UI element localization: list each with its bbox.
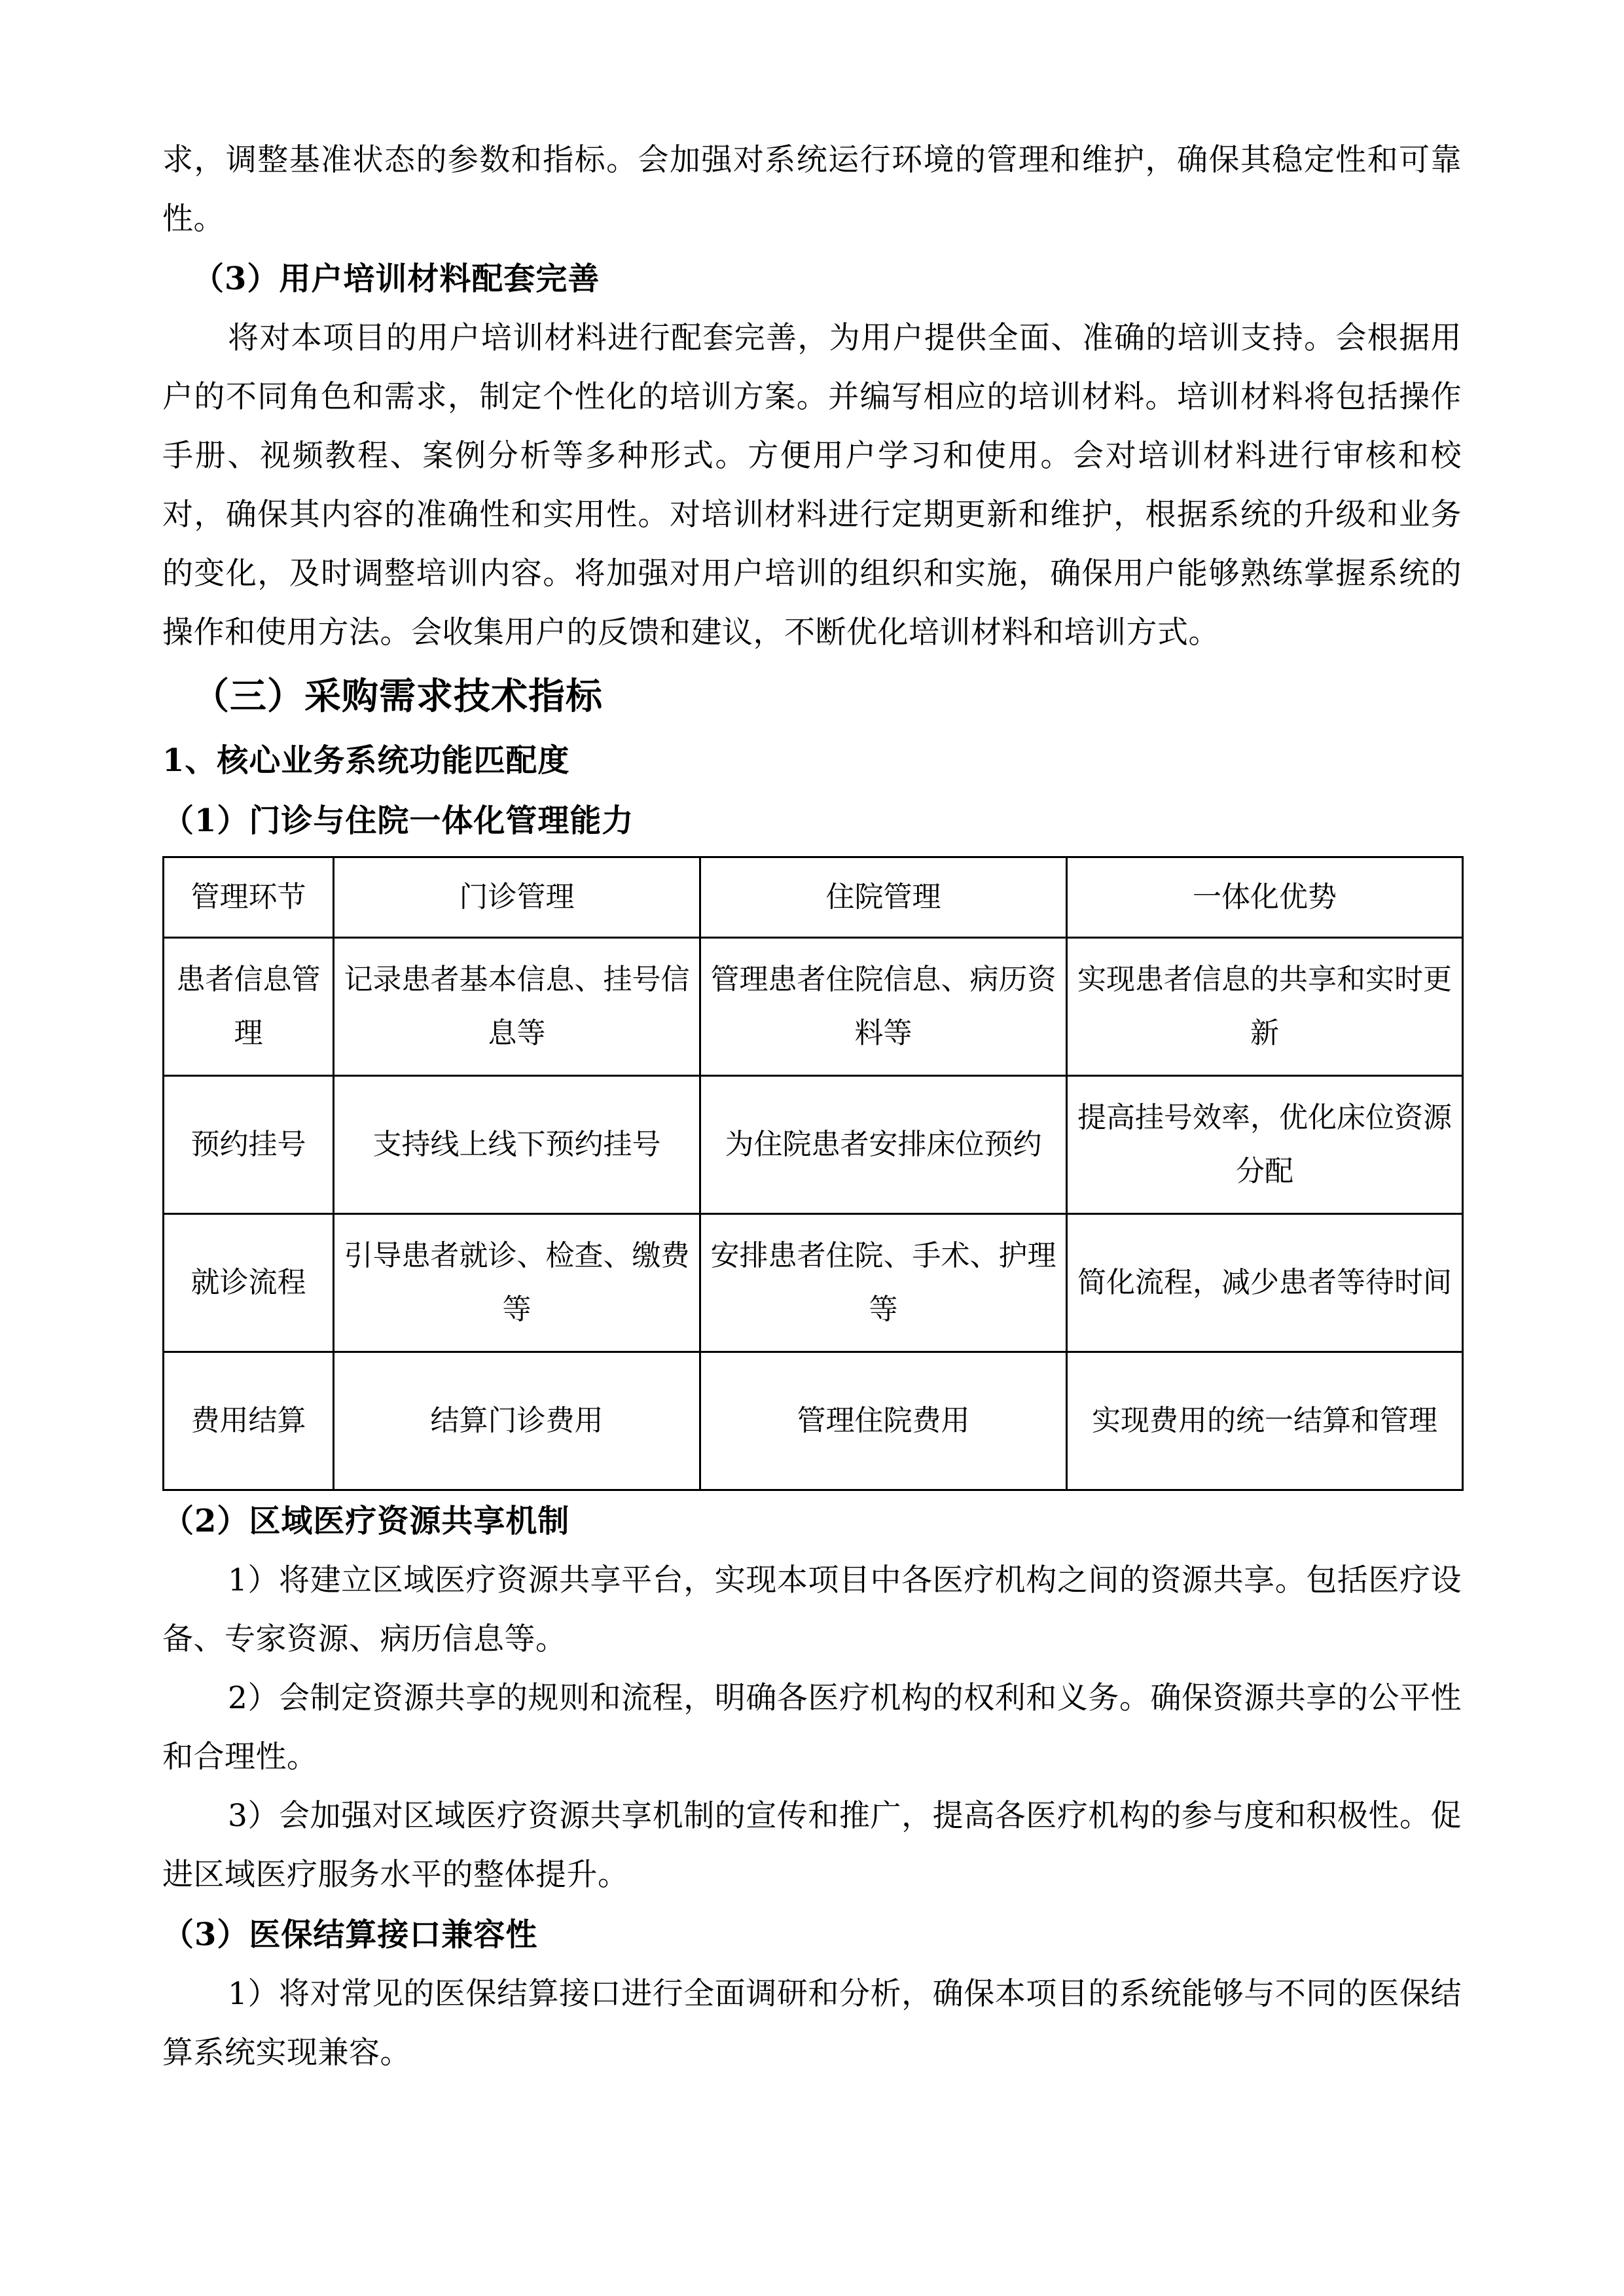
table-cell: 安排患者住院、手术、护理等 <box>700 1214 1067 1352</box>
table-cell: 提高挂号效率，优化床位资源分配 <box>1067 1076 1463 1214</box>
table-header-cell: 管理环节 <box>164 857 334 938</box>
table-cell: 引导患者就诊、检查、缴费等 <box>334 1214 700 1352</box>
heading-user-training-materials: （3）用户培训材料配套完善 <box>192 260 600 297</box>
table-cell: 简化流程，减少患者等待时间 <box>1067 1214 1463 1352</box>
table-cell: 管理住院费用 <box>700 1352 1067 1490</box>
heading-procurement-tech-specs: （三）采购需求技术指标 <box>192 675 603 718</box>
paragraph-user-training: 将对本项目的用户培训材料进行配套完善，为用户提供全面、准确的培训支持。会根据用户的不同角色和需求，制定个性化的培训方案。并编写相应的培训材料。培训材料将包括操作手册、视频教程、案例分析等多种形式。方便用户学习和使用。会对培训材料进行审核和校对，确保其内容的准确性和实用性。对培训材料进行定期更新和维护，根据系统的升级和业务的变化，及时调整培训内容。将加强对用户培训的组织和实施，确保用户能够熟练掌握系统的操作和使用方法。会收集用户的反馈和建议，不断优化培训材料和培训方式。 <box>162 320 1462 651</box>
heading-outpatient-inpatient: （1）门诊与住院一体化管理能力 <box>162 802 634 839</box>
capability-table <box>162 856 1464 1491</box>
table-row <box>164 1076 1463 1214</box>
table-header-cell: 住院管理 <box>700 857 1067 938</box>
table-cell: 管理患者住院信息、病历资料等 <box>700 938 1067 1076</box>
table-header-cell: 门诊管理 <box>334 857 700 938</box>
table-cell: 就诊流程 <box>164 1214 334 1352</box>
table-row <box>164 938 1463 1076</box>
list-item: 2）会制定资源共享的规则和流程，明确各医疗机构的权利和义务。确保资源共享的公平性和合理性。 <box>162 1680 1462 1775</box>
list-item: 1）将对常见的医保结算接口进行全面调研和分析，确保本项目的系统能够与不同的医保结算系统实现兼容。 <box>162 1976 1462 2071</box>
table-cell: 实现患者信息的共享和实时更新 <box>1067 938 1463 1076</box>
list-item: 3）会加强对区域医疗资源共享机制的宣传和推广，提高各医疗机构的参与度和积极性。促进区域医疗服务水平的整体提升。 <box>162 1798 1462 1893</box>
table-cell: 实现费用的统一结算和管理 <box>1067 1352 1463 1490</box>
table-cell: 支持线上线下预约挂号 <box>334 1076 700 1214</box>
paragraph-continued: 求，调整基准状态的参数和指标。会加强对系统运行环境的管理和维护，确保其稳定性和可靠性。 <box>162 142 1462 237</box>
table-cell: 为住院患者安排床位预约 <box>700 1076 1067 1214</box>
list-item: 1）将建立区域医疗资源共享平台，实现本项目中各医疗机构之间的资源共享。包括医疗设备、专家资源、病历信息等。 <box>162 1562 1462 1657</box>
table-header-row <box>164 857 1463 938</box>
table-row <box>164 1352 1463 1490</box>
heading-insurance-interface-compat: （3）医保结算接口兼容性 <box>162 1916 538 1953</box>
table-cell: 结算门诊费用 <box>334 1352 700 1490</box>
table-cell: 费用结算 <box>164 1352 334 1490</box>
table-cell: 患者信息管理 <box>164 938 334 1076</box>
table-cell: 记录患者基本信息、挂号信息等 <box>334 938 700 1076</box>
heading-regional-resource-sharing: （2）区域医疗资源共享机制 <box>162 1503 570 1539</box>
table-header-cell: 一体化优势 <box>1067 857 1463 938</box>
table-cell: 预约挂号 <box>164 1076 334 1214</box>
heading-core-business-match: 1、核心业务系统功能匹配度 <box>162 742 570 779</box>
table-row <box>164 1214 1463 1352</box>
